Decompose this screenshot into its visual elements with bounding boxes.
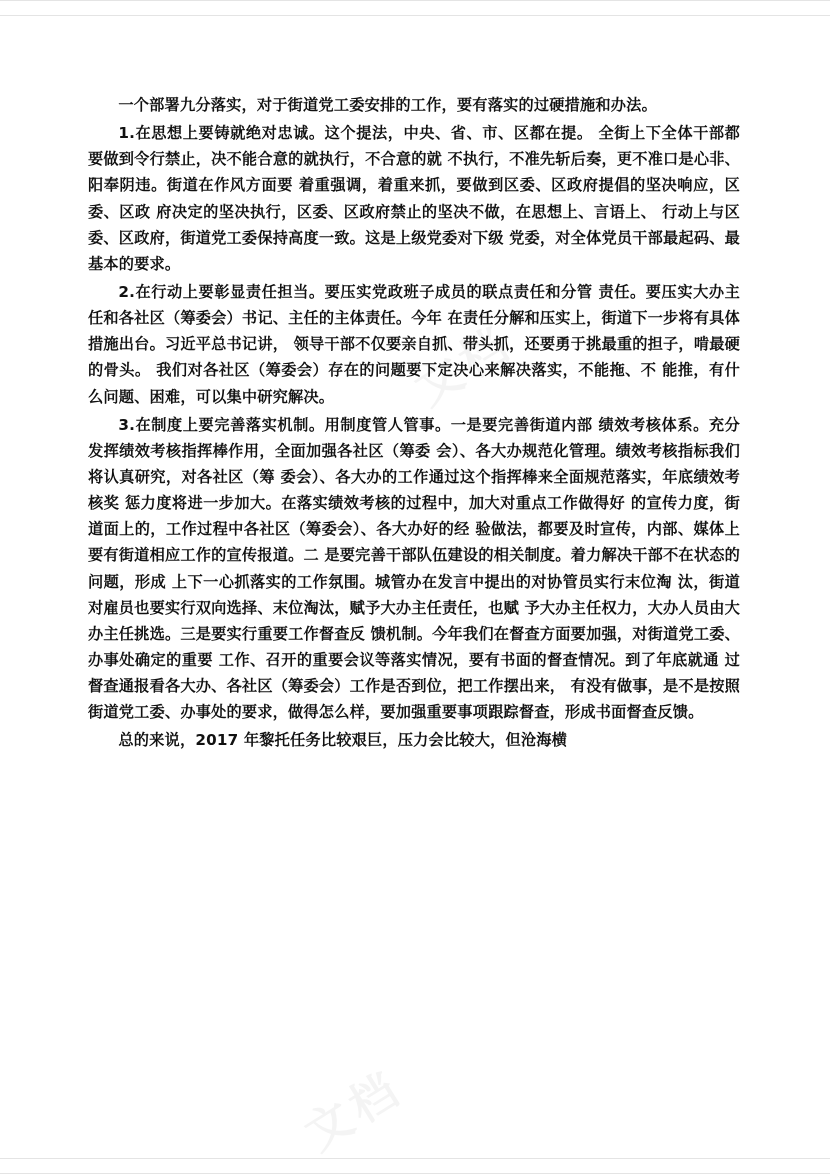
- paragraph-intro: 一个部署九分落实，对于街道党工委安排的工作，要有落实的过硬措施和办法。: [118, 96, 657, 114]
- watermark-text: [290, 1052, 413, 1163]
- paragraph-item-3: 3.在制度上要完善落实机制。用制度管人管事。一是要完善街道内部 绩效考核体系。充分发挥绩效考核指挥棒作用，全面加强各社区（筹委 会）、各大办规范化管理。绩效考核指标我们将认真研究，对各社区（筹 委会）、各大办的工作通过这个指挥棒来全面规范落实，年底绩效考核奖 惩力度将进一步加大。在落实绩效考核的过程中，加大对重点工作做得好 的宣传力度，街道面上的，工作过程中各社区（筹委会）、各大办好的经 验做法，都要及时宣传，内部、媒体上要有街道相应工作的宣传报道。二 是要完善干部队伍建设的相关制度。着力解决干部不在状态的问题，形成 上下一心抓落实的工作氛围。城管办在发言中提出的对协管员实行末位淘 汰，街道对雇员也要实行双向选择、末位淘汰，赋予大办主任责任，也赋 予大办主任权力，大办人员由大办主任挑选。三是要实行重要工作督查反 馈机制。今年我们在督查方面要加强，对街道党工委、办事处确定的重要 工作、召开的重要会议等落实情况，要有书面的督查情况。到了年底就通 过督查通报看各大办、各社区（筹委会）工作是否到位，把工作摆出来， 有没有做事，是不是按照街道党工委、办事处的要求，做得怎么样，要加强重要事项跟踪督查，形成书面督查反馈。: [88, 415, 740, 722]
- document-body: [88, 92, 740, 756]
- page-bottom-edge: [0, 1158, 830, 1174]
- paragraph-closing: 总的来说，2017 年黎托任务比较艰巨，压力会比较大，但沧海横: [118, 731, 568, 750]
- paragraph-item-1: 1.在思想上要铸就绝对忠诚。这个提法，中央、省、市、区都在提。 全街上下全体干部都要做到令行禁止，决不能合意的就执行，不合意的就 不执行，不准先斩后奏，更不准口是心非、阳奉阴违。街道在作风方面要 着重强调，着重来抓，要做到区委、区政府提倡的坚决响应，区委、区政 府决定的坚决执行，区委、区政府禁止的坚决不做，在思想上、言语上、 行动上与区委、区政府，街道党工委保持高度一致。这是上级党委对下级 党委，对全体党员干部最起码、最基本的要求。: [88, 124, 740, 273]
- paragraph-item-2: 2.在行动上要彰显责任担当。要压实党政班子成员的联点责任和分管 责任。要压实大办主任和各社区（筹委会）书记、主任的主体责任。今年 在责任分解和压实上，街道下一步将有具体措施出台。习近平总书记讲， 领导干部不仅要亲自抓、带头抓，还要勇于挑最重的担子，啃最硬的骨头。 我们对各社区（筹委会）存在的问题要下定决心来解决落实，不能拖、不 能推，有什么问题、困难，可以集中研究解决。: [88, 282, 740, 406]
- page-top-edge: [0, 0, 830, 16]
